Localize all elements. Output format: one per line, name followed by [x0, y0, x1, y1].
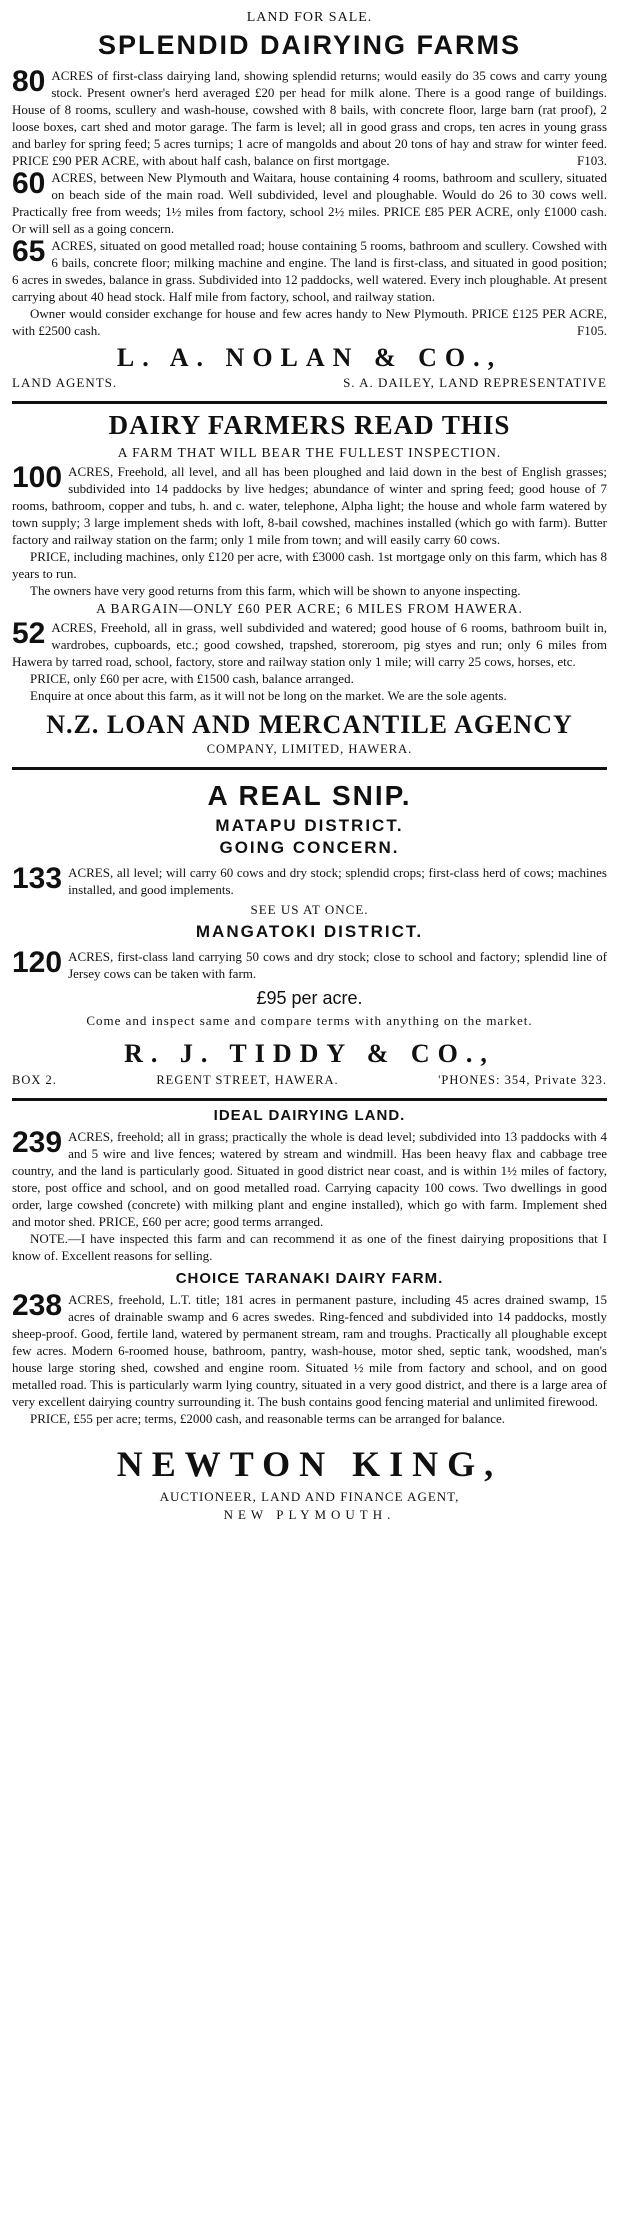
- listing-number: 52: [12, 617, 46, 650]
- real-snip-heading: A REAL SNIP.: [207, 780, 412, 811]
- divider: [12, 1098, 607, 1101]
- box-number: BOX 2.: [12, 1073, 57, 1087]
- listing-100-price: PRICE, including machines, only £120 per acre, with £3000 cash. 1st mortgage only on this farm, which has 8 years to run.: [12, 549, 607, 581]
- ideal-dairying-heading: IDEAL DAIRYING LAND.: [213, 1107, 406, 1124]
- divider: [12, 401, 607, 404]
- nz-loan-advert: [12, 410, 607, 757]
- tiddy-agent-name: R. J. TIDDY & CO.,: [124, 1039, 495, 1068]
- listing-238-acres: [12, 1291, 607, 1410]
- listing-text: ACRES, freehold; all in grass; practically the whole is dead level; subdivided into 13 paddocks with 4 and 5 wire and live fences; watered by stream and windmill. Has been heavy flax and cabbage tree country, and the land is particularly good. Situated in good district near coast, and is within 1½ miles of factory, store, post office and school, and on good metalled road. Carrying capacity 100 cows. Two dwellings in good order, large cowshed (concrete) with milking plant and engine installed), which go with farm. Implement shed and motor shed. PRICE, £60 per acre; good terms arranged.: [12, 1129, 607, 1229]
- inspect-note: Come and inspect same and compare terms with anything on the market.: [86, 1013, 533, 1028]
- matapu-district: MATAPU DISTRICT.: [215, 816, 404, 835]
- listing-65-acres: [12, 237, 607, 305]
- listing-number: 120: [12, 946, 63, 979]
- listing-52-price: PRICE, only £60 per acre, with £1500 cash, balance arranged.: [30, 671, 354, 686]
- agency-subtitle: COMPANY, LIMITED, HAWERA.: [206, 742, 413, 756]
- phone-numbers: 'PHONES: 354, Private 323.: [438, 1073, 607, 1087]
- listing-number: 80: [12, 65, 46, 98]
- listing-80-acres: [12, 67, 607, 169]
- nolan-agent-row: [12, 375, 607, 391]
- listing-239-acres: [12, 1128, 607, 1230]
- listing-text: ACRES, situated on good metalled road; house containing 5 rooms, bathroom and scullery. Cowshed with 6 bails, concrete floor; milking machine and engine. The land is first-class, and situated in good position; 6 acres in swedes, balance in grass. Subdivided into 12 paddocks, well watered. Every inch ploughable. At present carrying about 40 head stock. Half mile from factory, school, and railway station.: [12, 238, 607, 304]
- listing-60-acres: [12, 169, 607, 237]
- nolan-agent-name: L. A. NOLAN & CO.,: [116, 343, 503, 372]
- newton-king-name: NEWTON KING,: [116, 1444, 503, 1484]
- tiddy-advert: [12, 780, 607, 1088]
- listing-text: ACRES, all level; will carry 60 cows and dry stock; splendid crops; first-class herd of cows; machines installed, and good implements.: [68, 865, 607, 897]
- newton-king-city: NEW PLYMOUTH.: [223, 1507, 396, 1522]
- nolan-advert: [12, 10, 607, 391]
- listing-number: 239: [12, 1126, 63, 1159]
- land-agents-label: LAND AGENTS.: [12, 375, 118, 390]
- listing-133-acres: [12, 864, 607, 898]
- listing-52-acres: [12, 619, 607, 670]
- land-representative-label: S. A. DAILEY, LAND REPRESENTATIVE: [343, 375, 607, 390]
- agency-name: N.Z. LOAN AND MERCANTILE AGENCY: [46, 710, 573, 739]
- going-concern: GOING CONCERN.: [219, 838, 400, 857]
- listing-ref: F103.: [577, 153, 607, 168]
- dairy-farmers-heading: DAIRY FARMERS READ THIS: [108, 410, 511, 440]
- splendid-dairying-heading: SPLENDID DAIRYING FARMS: [97, 30, 522, 60]
- newton-king-subtitle: AUCTIONEER, LAND AND FINANCE AGENT,: [159, 1489, 460, 1504]
- fullest-inspection-subheading: A FARM THAT WILL BEAR THE FULLEST INSPECTION.: [117, 445, 502, 460]
- choice-taranaki-heading: CHOICE TARANAKI DAIRY FARM.: [175, 1270, 444, 1287]
- listing-text: ACRES, Freehold, all in grass, well subdivided and watered; good house of 6 rooms, bathroom built in, wardrobes, cupboards, etc.; good cowshed, trapshed, storeroom, pig styes and run; only 6 miles from Hawera by tarred road, school, factory, store and railway station only 1 mile; will carry 25 cows, horses, etc.: [12, 620, 607, 669]
- listing-number: 65: [12, 235, 46, 268]
- listing-120-acres: [12, 948, 607, 982]
- listing-100-acres: [12, 463, 607, 548]
- price-per-acre: £95 per acre.: [256, 988, 363, 1008]
- listing-238-price: PRICE, £55 per acre; terms, £2000 cash, and reasonable terms can be arranged for balance.: [30, 1411, 506, 1426]
- listing-text: ACRES, freehold, L.T. title; 181 acres in permanent pasture, including 45 acres drained swamp, 15 acres of drainable swamp and 6 acres swedes. Ring-fenced and subdivided into 14 paddocks, mostly sheep-proof. Good, fertile land, watered by permanent stream, ram and troughs. Practically all ploughable except few acres. Modern 6-roomed house, bathroom, pantry, wash-house, motor shed, septic tank, woodshed, man's house large storing shed, cowshed and engine room. Situated ½ mile from factory and school, and on good metalled road. This is particularly warm lying country, situated in a very good district, and there is a large area of very excellent dairying country surrounding it. The bush contains good fencing material and unlimited firewood.: [12, 1292, 607, 1409]
- listing-100-note: The owners have very good returns from this farm, which will be shown to anyone inspecting.: [30, 583, 521, 598]
- land-for-sale-label: LAND FOR SALE.: [246, 10, 373, 25]
- listing-number: 60: [12, 167, 46, 200]
- listing-239-note: NOTE.—I have inspected this farm and can recommend it as one of the finest dairying propositions that I know of. Excellent reasons for selling.: [12, 1231, 607, 1263]
- listing-text: ACRES, first-class land carrying 50 cows and dry stock; close to school and factory; splendid line of Jersey cows can be taken with farm.: [68, 949, 607, 981]
- exchange-ref: F105.: [577, 323, 607, 338]
- street-address: REGENT STREET, HAWERA.: [156, 1073, 339, 1087]
- listing-number: 238: [12, 1289, 63, 1322]
- listing-text: ACRES of first-class dairying land, showing splendid returns; would easily do 35 cows and carry young stock. Present owner's herd averaged £20 per head for milk alone. There is a good range of buildings. House of 8 rooms, scullery and wash-house, cowshed with 8 bails, with concrete floor, large barn (rat proof), 2 loose boxes, cart shed and motor garage. The farm is level; all in good grass and crops, ten acres in young grass and barley for spring feed; 5 acres turnips; 1 acre of mangolds and about 20 tons of hay and straw for winter feed. PRICE £90 PER ACRE, with about half cash, balance on first mortgage.: [12, 68, 607, 168]
- see-us-line: SEE US AT ONCE.: [250, 902, 369, 917]
- bargain-line: A BARGAIN—ONLY £60 PER ACRE; 6 MILES FROM HAWERA.: [96, 601, 523, 616]
- listing-number: 133: [12, 862, 63, 895]
- divider: [12, 767, 607, 770]
- tiddy-contact-row: [12, 1073, 607, 1088]
- newton-king-advert: [12, 1107, 607, 1523]
- enquire-note: Enquire at once about this farm, as it will not be long on the market. We are the sole agents.: [30, 688, 507, 703]
- mangatoki-district: MANGATOKI DISTRICT.: [195, 922, 424, 941]
- exchange-text: Owner would consider exchange for house and few acres handy to New Plymouth. PRICE £125 PER ACRE, with £2500 cash.: [12, 306, 607, 338]
- listing-text: ACRES, between New Plymouth and Waitara, house containing 4 rooms, bathroom and scullery, situated on beach side of the main road. Well subdivided, level and ploughable. Would do 26 to 30 cows well. Practically free from weeds; 1½ miles from factory, school 2½ miles. PRICE £85 PER ACRE, only £1000 cash. Or will sell as a going concern.: [12, 170, 607, 236]
- listing-number: 100: [12, 461, 63, 494]
- exchange-paragraph: [12, 305, 607, 339]
- listing-text: ACRES, Freehold, all level, and all has been ploughed and laid down in the best of English grasses; subdivided into 14 paddocks by live hedges; abundance of winter and spring feed; good house of 7 rooms, bathroom, copper and tubs, h. and c. water, telephone, Alpha light; the house and whole farm watered by town supply; 3 large implement sheds with loft, 8-bail cowshed, machines installed (which go with farm). Butter factory and railway station on the farm; only 1 mile from town; and will easily carry 60 cows.: [12, 464, 607, 547]
